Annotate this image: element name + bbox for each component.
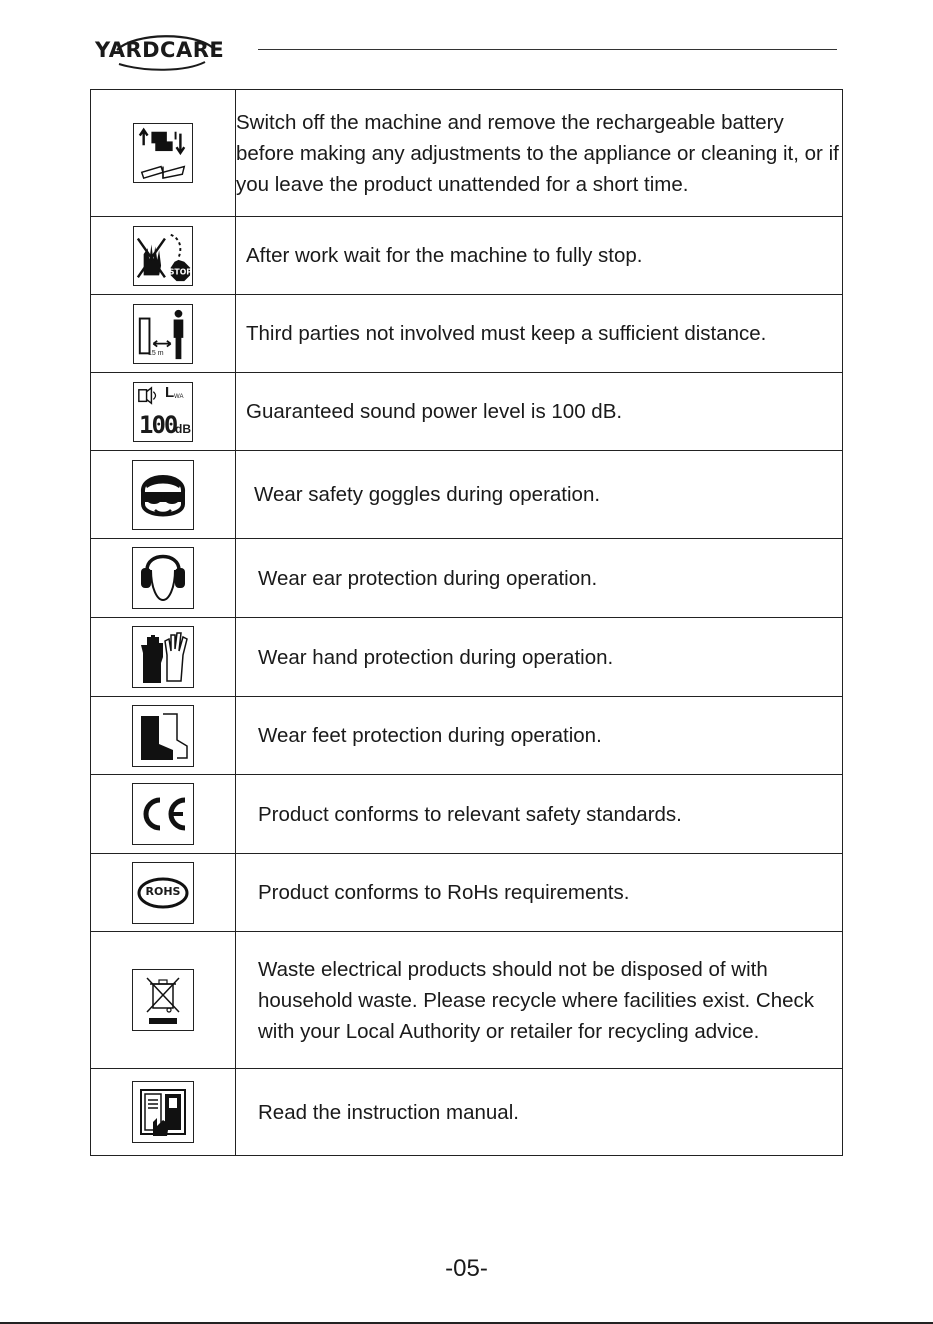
table-row bbox=[91, 90, 843, 217]
row-text: Product conforms to relevant safety standards. bbox=[236, 775, 843, 854]
table-row bbox=[91, 295, 843, 373]
safety-goggles-icon bbox=[132, 460, 194, 530]
table-row bbox=[91, 854, 843, 932]
sound-sub2-label: WA bbox=[174, 393, 184, 400]
table-row bbox=[91, 217, 843, 295]
row-text: Wear feet protection during operation. bbox=[236, 697, 843, 775]
row-text: After work wait for the machine to fully stop. bbox=[236, 217, 843, 295]
row-text: Product conforms to RoHs requirements. bbox=[236, 854, 843, 932]
feet-protection-icon bbox=[132, 705, 194, 767]
table-row bbox=[91, 373, 843, 451]
row-text: Wear ear protection during operation. bbox=[236, 539, 843, 618]
table-row bbox=[91, 775, 843, 854]
sound-level-value: 100 bbox=[139, 410, 177, 439]
hand-protection-icon bbox=[132, 626, 194, 688]
wait-stop-icon bbox=[133, 226, 193, 286]
rohs-label: ROHS bbox=[145, 884, 181, 898]
table-row bbox=[91, 451, 843, 539]
ear-protection-icon bbox=[132, 547, 194, 609]
table-row bbox=[91, 932, 843, 1069]
read-manual-icon bbox=[132, 1081, 194, 1143]
table-row bbox=[91, 618, 843, 697]
header-rule bbox=[258, 49, 837, 50]
row-text: Switch off the machine and remove the rechargeable battery before making any adjustments to the appliance or cleaning it, or if you leave the product unattended for a short time. bbox=[236, 90, 843, 217]
rohs-icon bbox=[132, 862, 194, 924]
row-text: Wear safety goggles during operation. bbox=[236, 451, 843, 539]
sound-unit: dB bbox=[175, 421, 191, 436]
logo-text: YARDCARE bbox=[95, 38, 225, 62]
table-row bbox=[91, 1069, 843, 1156]
ce-mark-icon bbox=[132, 783, 194, 845]
table-row bbox=[91, 697, 843, 775]
row-text: Third parties not involved must keep a sufficient distance. bbox=[236, 295, 843, 373]
weee-bin-icon bbox=[132, 969, 194, 1031]
page-number: -05- bbox=[445, 1255, 488, 1282]
row-text: Read the instruction manual. bbox=[236, 1069, 843, 1156]
sound-power-icon bbox=[133, 382, 193, 442]
svg-text:STOP: STOP bbox=[168, 266, 192, 276]
battery-removal-manual-icon bbox=[133, 123, 193, 183]
row-text: Wear hand protection during operation. bbox=[236, 618, 843, 697]
icon-distance-label: 15 m bbox=[148, 349, 164, 357]
sound-sub-label: L bbox=[165, 383, 175, 401]
row-text: Guaranteed sound power level is 100 dB. bbox=[236, 373, 843, 451]
table-row bbox=[91, 539, 843, 618]
safety-symbols-table bbox=[90, 89, 843, 1156]
row-text: Waste electrical products should not be disposed of with household waste. Please recycle where facilities exist. Check with your Local Authority or retailer for recycling advice. bbox=[236, 932, 843, 1069]
brand-logo bbox=[95, 28, 235, 72]
